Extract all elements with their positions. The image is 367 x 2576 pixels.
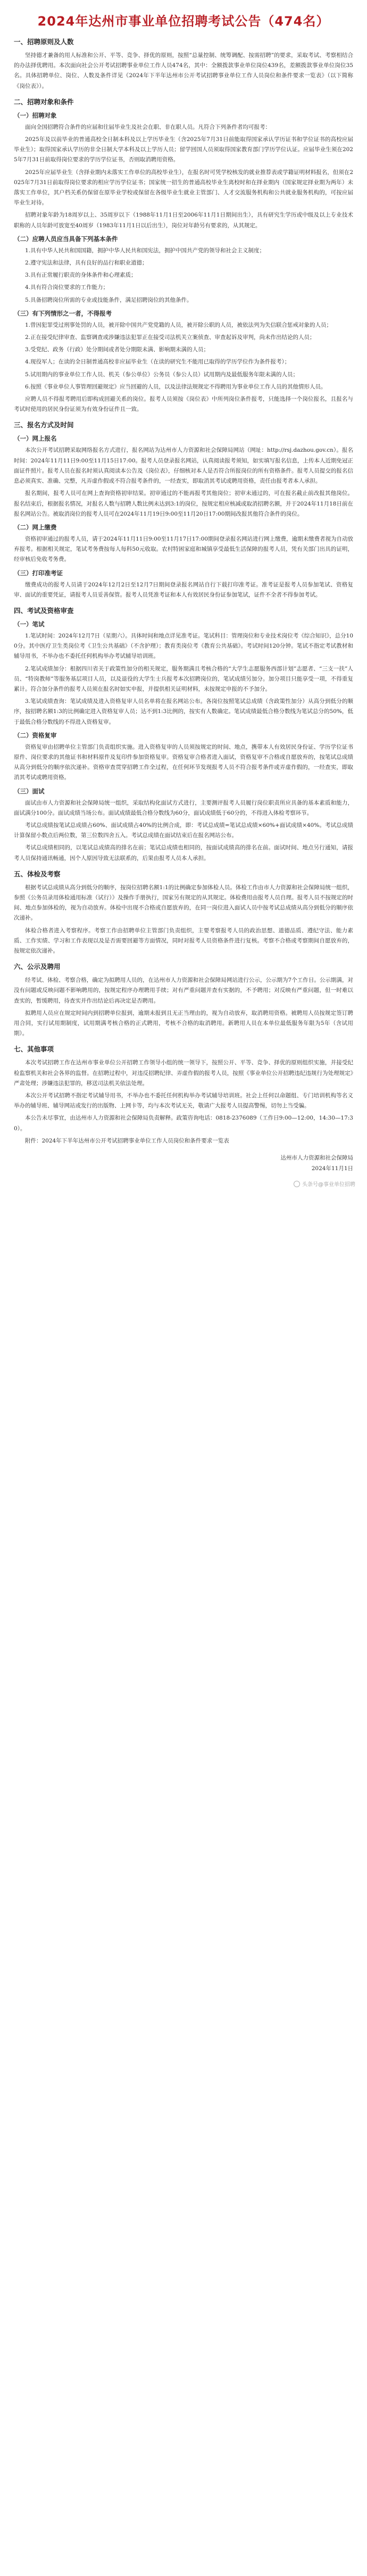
paragraph: 2.遵守宪法和法律，具有良好的品行和职业道德； bbox=[25, 260, 148, 267]
subsection-heading: （一）网上报名 bbox=[14, 435, 57, 443]
paragraph: 1.笔试时间：2024年12月7日（星期六）。具体时间和地点详见准考证。笔试科目：管理岗位和专业技术岗位考《综合知识》，总分100分。其中医疗卫生类岗位考《卫生公共基础》（不含护理）；教育类岗位考《教育公共基础》。考试时间120分钟。笔试不指定考试教材和辅导用书，不举办也不委托任何机构举办考试辅导培训班。 bbox=[14, 632, 353, 660]
paragraph: 附件：2024年下半年达州市公开考试招聘事业单位工作人员岗位和条件要求一览表 bbox=[25, 1137, 229, 1144]
paragraph: 3.具有正常履行职责的身体条件和心理素质； bbox=[25, 272, 137, 279]
section-heading: 四、考试及资格审查 bbox=[14, 606, 74, 615]
announcement-page bbox=[0, 0, 367, 1195]
section-heading: 二、招聘对象和条件 bbox=[14, 97, 74, 106]
watermark-text: 头条号@事业单位招聘 bbox=[302, 1182, 355, 1188]
paragraph: 根据考试总成绩从高分到低分的顺序，按岗位招聘名额1:1的比例确定参加体检人员。体检工作由市人力资源和社会保障局统一组织，参照《公务员录用体检通用标准（试行）》及操作手册执行，国家另有规定的从其规定。体检费用由报考人员自理。报考人员不按规定的时间、地点参加体检的，视为自动放弃。体检中出现不合格或自愿放弃的，在同一岗位进入面试人员中按考试总成绩从高分到低分的顺序依次递补。 bbox=[14, 884, 353, 922]
paragraph: 2.正在接受纪律审查、监察调查或涉嫌违法犯罪正在接受司法机关立案侦查、审查起诉及审判，尚未作出结论的人员； bbox=[25, 334, 315, 341]
watermark bbox=[294, 1180, 355, 1188]
watermark-logo-icon bbox=[294, 1181, 300, 1187]
subsection-heading: （三）面试 bbox=[14, 787, 45, 795]
paragraph: 1.曾因犯罪受过刑事处罚的人员，被开除中国共产党党籍的人员，被开除公职的人员，被依法列为失信联合惩戒对象的人员； bbox=[25, 321, 332, 328]
section-heading: 一、招聘原则及人数 bbox=[14, 38, 74, 46]
signature-date: 2024年11月1日 bbox=[311, 1165, 353, 1172]
subsection-heading: （二）资格复审 bbox=[14, 731, 57, 739]
paragraph: 1.具有中华人民共和国国籍，拥护中华人民共和国宪法，拥护中国共产党的领导和社会主义制度； bbox=[25, 247, 265, 254]
paragraph: 2.笔试成绩加分：根据四川省关于政策性加分的相关规定，服务期满且考核合格的“大学生志愿服务西部计划”志愿者、“三支一扶”人员、“特岗教师”等服务基层项目人员，以及退役的大学生士兵报考本次招聘岗位的，笔试成绩另加分。加分项目只能享受一项，不得重复累计。符合加分条件的报考人员须在报名时如实申报，并提供相关证明材料，未按规定申报的不予加分。 bbox=[14, 665, 353, 692]
paragraph: 3.笔试成绩查询：笔试成绩及进入资格复审人员名单将在报名网站公布。各岗位按照笔试总成绩（含政策性加分）从高分到低分的顺序，按招聘名额1:3的比例确定进入资格复审人员；达不到1:3比例的，按实有人数确定。笔试成绩最低合格分数线为笔试总分的50%，低于最低合格分数线的不得进入资格复审。 bbox=[14, 698, 353, 725]
section-heading: 三、报名方式及时间 bbox=[14, 421, 74, 429]
paragraph: 本次考试招聘工作在达州市事业单位公开招聘工作领导小组的统一领导下，按照公开、平等、竞争、择优的原则组织实施，并接受纪检监察机关和社会各界的监督。在招聘过程中，对违反招聘纪律、弄虚作假的报考人员，按照《事业单位公开招聘违纪违规行为处理规定》严肃处理；涉嫌违法犯罪的，移送司法机关依法处理。 bbox=[14, 1059, 353, 1087]
subsection-heading: （一）招聘对象 bbox=[14, 111, 57, 119]
paragraph: 6.按照《事业单位人事管理回避规定》应当回避的人员，以及法律法规规定不得聘用为事业单位工作人员的其他情形人员。 bbox=[25, 383, 327, 390]
subsection-heading: （二）网上缴费 bbox=[14, 523, 57, 531]
subsection-heading: （三）打印准考证 bbox=[14, 569, 63, 577]
paragraph: 招聘对象年龄为18周岁以上、35周岁以下（1988年11月1日至2006年11月1日期间出生），具有研究生学历或中级及以上专业技术职称的人员年龄可放宽至40周岁（1983年11月1日以后出生），岗位对年龄另有要求的，从其规定。 bbox=[14, 212, 353, 229]
paragraph: 应聘人员不得报考聘用后即构成回避关系的岗位。报考人员须按《岗位表》中所列岗位条件报考，只能选择一个岗位报名，且报名与考试时使用的居民身份证须为有效身份证件且一致。 bbox=[14, 396, 353, 413]
paragraph: 4.具有符合岗位要求的工作能力； bbox=[25, 284, 109, 291]
paragraph: 坚持德才兼备的用人标准和公开、平等、竞争、择优的原则，按照“总量控制、统筹调配、按需招聘”的要求，采取考试、考察相结合的办法择优聘用。本次面向社会公开考试招聘事业单位工作人员474名，其中：全额拨款事业单位岗位439名，差额拨款事业单位岗位35名。具体招聘单位、岗位、人数及条件详见《2024年下半年达州市公开考试招聘事业单位工作人员岗位和条件要求一览表》（以下简称《岗位表》）。 bbox=[14, 52, 353, 89]
paragraph: 本次公开考试招聘采取网络报名方式进行，报名网站为达州市人力资源和社会保障局网站（网址：http://rsj.dazhou.gov.cn）。报名时间：2024年11月11日9:00至11月15日17:00。报考人员登录报名网站，认真阅读报考须知，如实填写报名信息，上传本人近期免冠正面证件照片。报考人员在报名时须认真阅读本公告及《岗位表》，仔细核对本人是否符合所报岗位的所有资格条件。报考人员提交的报名信息必须真实、准确、完整，凡弄虚作假或不符合报考条件的，一经查实，即取消其考试或聘用资格，责任由报考者本人承担。 bbox=[14, 447, 354, 485]
section-heading: 七、其他事项 bbox=[14, 1045, 54, 1054]
paragraph: 2025年应届毕业生（含择业期内未落实工作单位的高校毕业生），在报名时可凭学校核发的就业推荐表或学籍证明材料报名，但须在2025年7月31日前取得岗位要求的相应学历学位证书；国家统一招生的普通高校毕业生离校时和在择业期内（国家规定择业期为两年）未落实工作单位，其户档关系仍保留在原毕业学校或保留在各级毕业生就业主管部门、人才交流服务机构和公共就业服务机构的，可按应届毕业生对待。 bbox=[14, 169, 353, 206]
paragraph: 2025年及以前毕业的普通高校全日制本科及以上学历毕业生（含2025年7月31日前能取得国家承认学历证书和学位证书的高校应届毕业生）；取得国家承认学历的非全日制大学本科及以上学历人员；留学回国人员须取得国家教育部门学历学位认证。应届毕业生须在2025年7月31日前取得岗位要求的学历学位证书，否则取消聘用资格。 bbox=[14, 136, 353, 163]
signature-org: 达州市人力资源和社会保障局 bbox=[280, 1155, 353, 1162]
paragraph: 报名期间，报考人员可在网上查询资格初审结果。初审通过的不能再报考其他岗位；初审未通过的，可在报名截止前改报其他岗位。报名结束后，根据报名情况，对报名人数与招聘人数比例未达到3:1的岗位，按规定相应核减或取消招聘名额，并于2024年11月18日前在报名网站公告。被取消岗位的报考人员可在2024年11月19日9:00至11月20日17:00期间改报其他符合条件的岗位。 bbox=[14, 490, 353, 517]
paragraph: 本次公开考试招聘不指定考试辅导用书，不举办也不委托任何机构举办考试辅导培训班。社会上任何以命题组、专门培训机构等名义举办的辅导班、辅导网站或发行的出版物、上网卡等，均与本次考试无关，敬请广大报考人员提高警惕，切勿上当受骗。 bbox=[14, 1092, 353, 1109]
paragraph: 经考试、体检、考察合格，确定为拟聘用人员的，在达州市人力资源和社会保障局网站进行公示，公示期为7个工作日。公示期满，对没有问题或反映问题不影响聘用的，按规定程序办理聘用手续；对有严重问题并查有实据的，不予聘用；对反映有严重问题，但一时难以查实的，暂缓聘用，待查实并作出结论后再决定是否聘用。 bbox=[14, 977, 353, 1004]
paragraph: 面向全国招聘符合条件的应届和往届毕业生及社会在职、非在职人员。凡符合下列条件者均可报考： bbox=[25, 123, 271, 130]
paragraph: 3.受党纪、政务（行政）处分期间或者处分期限未满、影响期未满的人员； bbox=[25, 346, 210, 353]
paragraph: 拟聘用人员应在规定时间内到招聘单位报到，逾期未报到且无正当理由的，视为自动放弃，取消聘用资格。被聘用人员按规定签订聘用合同，实行试用期制度，试用期满考核合格的正式聘用，考核不合格的取消聘用。新聘用人员在本单位最低服务年限为5年（含试用期）。 bbox=[14, 1009, 353, 1037]
page-title: 2024年达州市事业单位招聘考试公告（474名） bbox=[37, 14, 330, 29]
section-heading: 五、体检及考察 bbox=[14, 869, 61, 878]
signature-block bbox=[14, 1153, 353, 1174]
subsection-heading: （三）有下列情形之一者，不得报考 bbox=[14, 309, 112, 317]
paragraph: 考试总成绩按笔试总成绩占60%、面试成绩占40%的比例合成，即：考试总成绩=笔试总成绩×60%+面试成绩×40%。考试总成绩计算保留小数点后两位数，第三位数四舍五入。考试总成绩在面试结束后在报名网站公布。 bbox=[14, 822, 353, 839]
section-heading: 六、公示及聘用 bbox=[14, 963, 61, 971]
paragraph: 5.试用期内的事业单位工作人员、机关（参公单位）公务员（参公人员）试用期内及最低服务年限未满的人员； bbox=[25, 371, 299, 378]
paragraph: 考试总成绩相同的，以笔试总成绩高的排名在前；笔试总成绩也相同的，按面试成绩高的排名在前。面试时间、地点另行通知，请报考人员保持通讯畅通，因个人原因导致无法联系的，后果由报考人员本人承担。 bbox=[14, 844, 353, 862]
subsection-heading: （二）应聘人员应当具备下列基本条件 bbox=[14, 235, 118, 243]
paragraph: 本公告未尽事宜，由达州市人力资源和社会保障局负责解释。政策咨询电话：0818-2376089（工作日9:00—12:00，14:30—17:30）。 bbox=[14, 1115, 353, 1132]
paragraph: 资格复审由招聘单位主管部门负责组织实施。进入资格复审的人员须按规定的时间、地点，携带本人有效居民身份证、学历学位证书原件、岗位要求的其他证书和材料原件及复印件参加资格复审。资格复审合格者进入面试，资格复审不合格或自愿放弃的，按笔试总成绩从高分到低分的顺序依次递补。资格审查贯穿招聘工作全过程，在任何环节发现报考人员不符合报考条件或弄虚作假的，一经查实，即取消其考试或聘用资格。 bbox=[14, 743, 353, 781]
paragraph: 体检合格者进入考察程序。考察工作由招聘单位主管部门负责组织，主要考察报考人员的政治思想、道德品质、遵纪守法、能力素质、工作实绩、学习和工作表现以及是否需要回避等方面情况，同时对报考人员资格条件进行复核。考察不合格或考察期间自愿放弃的，按规定依次递补。 bbox=[14, 927, 353, 954]
subsection-heading: （一）笔试 bbox=[14, 620, 45, 628]
paragraph: 5.具备招聘岗位所需的专业或技能条件，满足招聘岗位的其他条件。 bbox=[25, 296, 193, 303]
paragraph: 面试由市人力资源和社会保障局统一组织，采取结构化面试方式进行，主要测评报考人员履行岗位职责所应具备的基本素质和能力，面试满分100分。面试成绩当场公布。面试成绩最低合格分数线为60分，面试成绩低于60分的，不得进入体检考察环节。 bbox=[14, 799, 353, 816]
paragraph: 资格初审通过的报考人员，请于2024年11月11日9:00至11月17日17:00期间登录报名网站进行网上缴费，逾期未缴费者视为自动放弃报考。根据相关规定，笔试考务费按每人每科50元收取。农村特困家庭和城镇享受最低生活保障的报考人员，凭有关部门出具的证明，经审核后免收考务费。 bbox=[14, 535, 354, 563]
paragraph: 4.现役军人；在读的全日制普通高校非应届毕业生（在读的研究生不能用已取得的学历学位作为条件报考）； bbox=[25, 359, 290, 366]
paragraph: 缴费成功的报考人员请于2024年12月2日至12月7日期间登录报名网站自行下载打印准考证。准考证是报考人员参加笔试、资格复审、面试的重要凭证，请报考人员妥善保管。报考人员凭准考证和本人有效居民身份证参加笔试，证件不全者不得参加考试。 bbox=[14, 581, 353, 598]
announcement-body bbox=[14, 37, 353, 1146]
